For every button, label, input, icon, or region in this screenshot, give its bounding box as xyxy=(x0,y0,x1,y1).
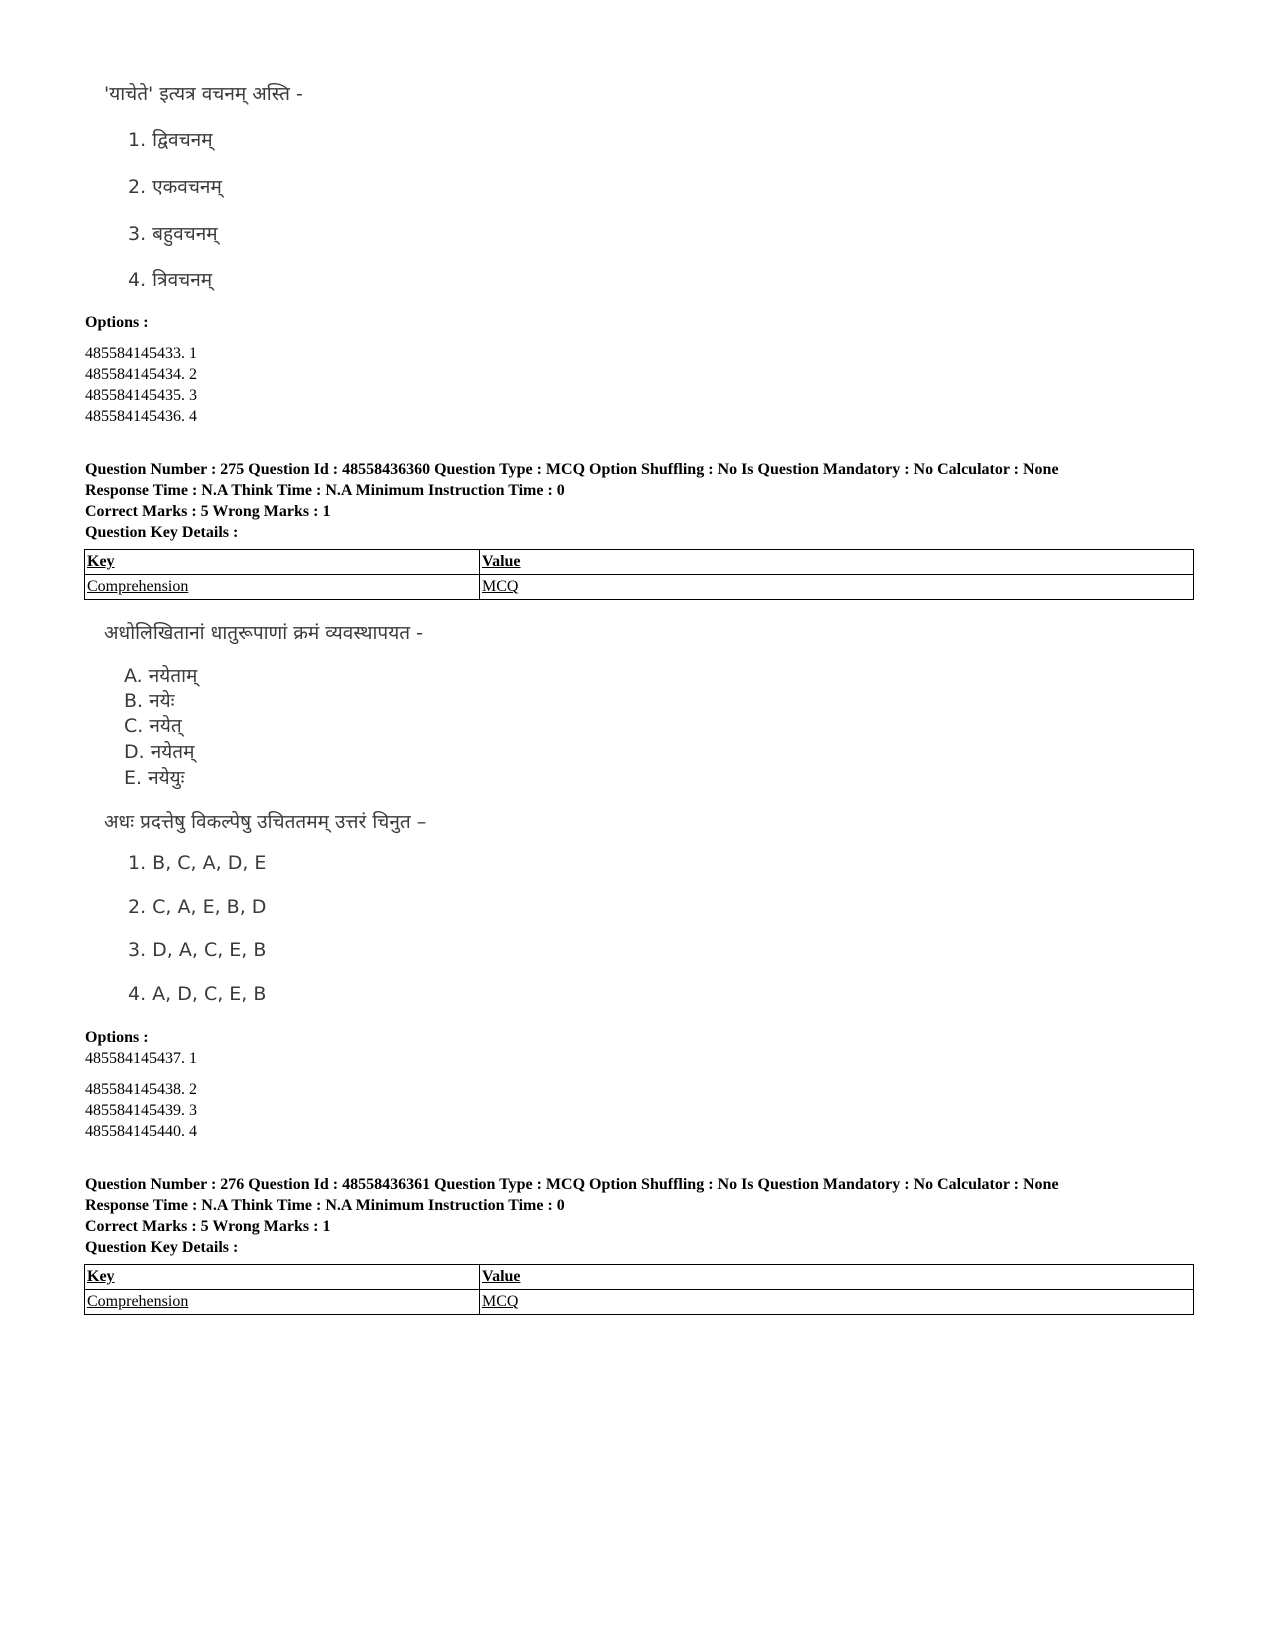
options-label: Options : xyxy=(85,314,149,331)
table-cell-key: Comprehension xyxy=(85,575,480,600)
table-cell-value: MCQ xyxy=(480,1290,1194,1315)
question-stem-image-text: अधोलिखितानां धातुरूपाणां क्रमं व्यवस्थापयत - xyxy=(104,622,423,644)
table-cell-value: MCQ xyxy=(480,575,1194,600)
question-key-table xyxy=(84,1264,1194,1315)
choice-4: 4. A, D, C, E, B xyxy=(128,983,267,1005)
option-id: 485584145436. 4 xyxy=(85,408,197,425)
choice-2: 2. एकवचनम् xyxy=(128,176,222,198)
table-header-row xyxy=(85,1265,1194,1290)
option-id: 485584145438. 2 xyxy=(85,1081,197,1098)
question-marks-line: Correct Marks : 5 Wrong Marks : 1 xyxy=(85,1218,331,1235)
question-stem-image-text: 'याचेते' इत्यत्र वचनम् अस्ति - xyxy=(104,83,303,105)
question-key-details-label: Question Key Details : xyxy=(85,1239,239,1256)
choice-4: 4. त्रिवचनम् xyxy=(128,269,213,291)
choice-1: 1. B, C, A, D, E xyxy=(128,852,267,874)
option-id: 485584145434. 2 xyxy=(85,366,197,383)
table-header-row xyxy=(85,550,1194,575)
choice-3: 3. D, A, C, E, B xyxy=(128,939,267,961)
question-timing-line: Response Time : N.A Think Time : N.A Minimum Instruction Time : 0 xyxy=(85,482,565,499)
table-cell-key: Comprehension xyxy=(85,1290,480,1315)
option-id: 485584145437. 1 xyxy=(85,1050,197,1067)
sequence-item-a: A. नयेताम् xyxy=(124,665,198,687)
question-meta-line: Question Number : 276 Question Id : 48558436361 Question Type : MCQ Option Shuffling : No Is Question Mandatory : No Calculator : None xyxy=(85,1176,1059,1193)
sequence-item-c: C. नयेत् xyxy=(124,715,182,737)
options-label: Options : xyxy=(85,1029,149,1046)
question-timing-line: Response Time : N.A Think Time : N.A Minimum Instruction Time : 0 xyxy=(85,1197,565,1214)
option-id: 485584145439. 3 xyxy=(85,1102,197,1119)
option-id: 485584145440. 4 xyxy=(85,1123,197,1140)
table-header-value: Value xyxy=(480,1265,1194,1290)
option-id: 485584145433. 1 xyxy=(85,345,197,362)
sequence-item-d: D. नयेतम् xyxy=(124,741,195,763)
question-instruction-image-text: अधः प्रदत्तेषु विकल्पेषु उचिततमम् उत्तरं चिनुत – xyxy=(104,811,427,833)
sequence-item-e: E. नयेयुः xyxy=(124,767,185,789)
question-marks-line: Correct Marks : 5 Wrong Marks : 1 xyxy=(85,503,331,520)
table-header-key: Key xyxy=(85,550,480,575)
table-row xyxy=(85,1290,1194,1315)
choice-1: 1. द्विवचनम् xyxy=(128,129,213,151)
choice-2: 2. C, A, E, B, D xyxy=(128,896,267,918)
choice-3: 3. बहुवचनम् xyxy=(128,223,218,245)
table-header-key: Key xyxy=(85,1265,480,1290)
option-id: 485584145435. 3 xyxy=(85,387,197,404)
question-key-details-label: Question Key Details : xyxy=(85,524,239,541)
question-meta-line: Question Number : 275 Question Id : 48558436360 Question Type : MCQ Option Shuffling : No Is Question Mandatory : No Calculator : None xyxy=(85,461,1059,478)
question-key-table xyxy=(84,549,1194,600)
table-header-value: Value xyxy=(480,550,1194,575)
table-row xyxy=(85,575,1194,600)
sequence-item-b: B. नयेः xyxy=(124,690,175,712)
